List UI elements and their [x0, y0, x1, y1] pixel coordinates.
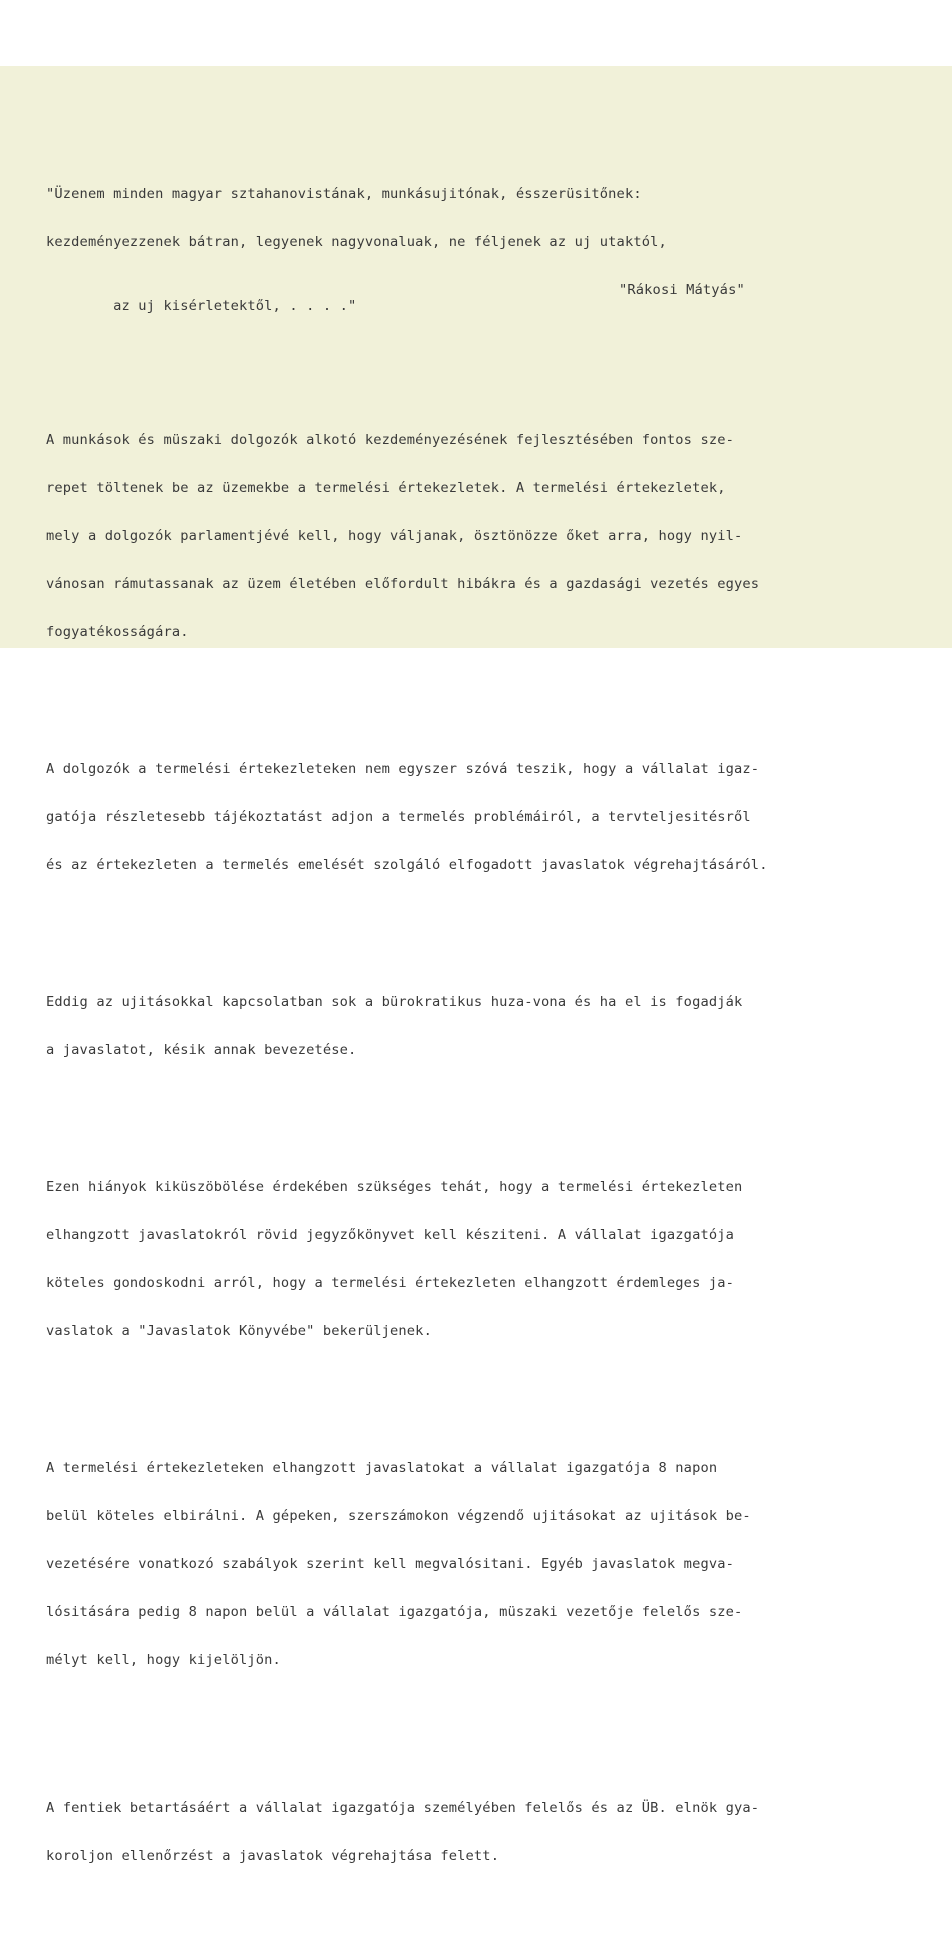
quote-line: az uj kisérletektől, . . . ." — [113, 298, 357, 314]
quote-line: kezdeményezzenek bátran, legyenek nagyvonaluak, ne féljenek az uj utaktól, — [46, 234, 667, 250]
text-line: vaslatok a "Javaslatok Könyvébe" bekerüljenek. — [46, 1323, 432, 1339]
text-line: belül köteles elbirálni. A gépeken, szerszámokon végzendő ujitásokat az ujitások be- — [46, 1508, 751, 1524]
text-line: lósitására pedig 8 napon belül a vállalat igazgatója, müszaki vezetője felelős sze- — [46, 1604, 743, 1620]
text-line: elhangzott javaslatokról rövid jegyzőkönyvet kell késziteni. A vállalat igazgatója — [46, 1227, 735, 1243]
text-line: köteles gondoskodni arról, hogy a termelési értekezleten elhangzott érdemleges ja- — [46, 1275, 735, 1291]
paragraph-4 — [46, 1147, 926, 1371]
text-line: A munkások és müszaki dolgozók alkotó kezdeményezésének fejlesztésében fontos sze- — [46, 432, 735, 448]
quote-block — [46, 154, 926, 330]
text-line: A termelési értekezleteken elhangzott javaslatokat a vállalat igazgatója 8 napon — [46, 1460, 718, 1476]
text-line: A dolgozók a termelési értekezleteken nem egyszer szóvá teszik, hogy a vállalat igaz- — [46, 761, 760, 777]
document-text — [46, 106, 926, 1953]
document-page — [0, 66, 952, 1864]
text-line: mélyt kell, hogy kijelöljön. — [46, 1652, 281, 1668]
quote-line: "Üzenem minden magyar sztahanovistának, munkásujitónak, ésszerüsitőnek: — [46, 186, 642, 202]
text-line: és az értekezleten a termelés emelését szolgáló elfogadott javaslatok végrehajtásáról. — [46, 857, 768, 873]
text-line: Ezen hiányok kiküszöbölése érdekében szükséges tehát, hogy a termelési értekezleten — [46, 1179, 743, 1195]
paragraph-3 — [46, 962, 926, 1090]
text-line: A fentiek betartásáért a vállalat igazgatója személyében felelős és az ÜB. elnök gya- — [46, 1800, 760, 1816]
paragraph-6 — [46, 1768, 926, 1896]
text-line: mely a dolgozók parlamentjévé kell, hogy váljanak, ösztönözze őket arra, hogy nyil- — [46, 528, 743, 544]
text-line: vezetésére vonatkozó szabályok szerint kell megvalósitani. Egyéb javaslatok megva- — [46, 1556, 735, 1572]
text-line: koroljon ellenőrzést a javaslatok végrehajtása felett. — [46, 1848, 500, 1864]
quote-signature: "Rákosi Mátyás" — [619, 282, 745, 298]
quote-line-with-signature — [46, 282, 926, 314]
text-line: vánosan rámutassanak az üzem életében előfordult hibákra és a gazdasági vezetés egyes — [46, 576, 760, 592]
paragraph-5 — [46, 1428, 926, 1700]
text-line: repet töltenek be az üzemekbe a termelési értekezletek. A termelési értekezletek, — [46, 480, 726, 496]
text-line: gatója részletesebb tájékoztatást adjon a termelés problémáiról, a tervteljesitésről — [46, 809, 751, 825]
text-line: a javaslatot, késik annak bevezetése. — [46, 1042, 357, 1058]
paragraph-2 — [46, 729, 926, 905]
text-line: fogyatékosságára. — [46, 624, 189, 640]
text-line: Eddig az ujitásokkal kapcsolatban sok a bürokratikus huza-vona és ha el is fogadják — [46, 994, 743, 1010]
paragraph-1 — [46, 400, 926, 672]
